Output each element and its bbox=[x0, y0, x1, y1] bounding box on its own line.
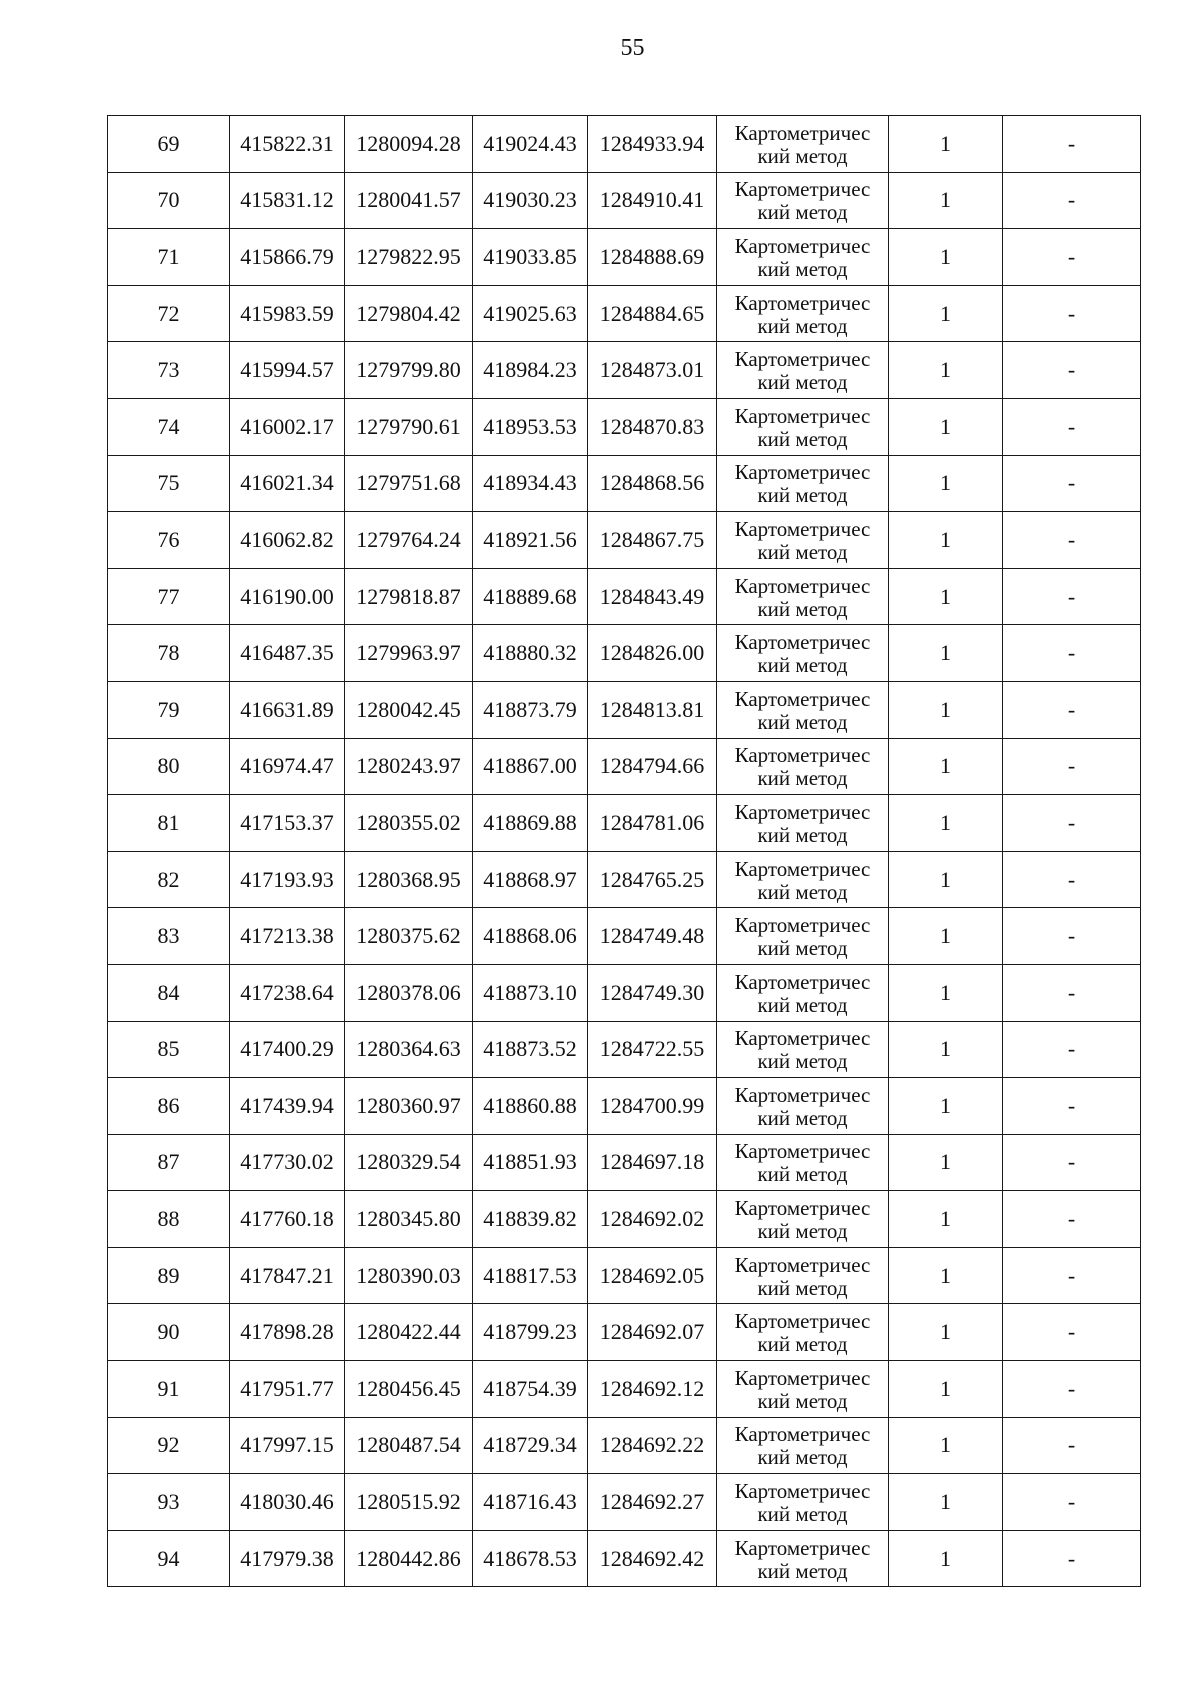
method-cell bbox=[717, 1247, 889, 1304]
note-cell: - bbox=[1003, 625, 1141, 682]
x2-coordinate-cell: 419024.43 bbox=[473, 116, 588, 173]
accuracy-class-cell: 1 bbox=[889, 568, 1003, 625]
y-coordinate-cell: 1279818.87 bbox=[345, 568, 473, 625]
point-number-cell: 71 bbox=[108, 229, 230, 286]
accuracy-class-cell: 1 bbox=[889, 172, 1003, 229]
note-cell: - bbox=[1003, 455, 1141, 512]
point-number-cell: 81 bbox=[108, 795, 230, 852]
method-line-2: кий метод bbox=[757, 256, 848, 281]
point-number-cell: 70 bbox=[108, 172, 230, 229]
y2-coordinate-cell: 1284813.81 bbox=[588, 681, 717, 738]
table-row bbox=[108, 908, 1141, 965]
x2-coordinate-cell: 418851.93 bbox=[473, 1134, 588, 1191]
point-number-cell: 82 bbox=[108, 851, 230, 908]
method-line-2: кий метод bbox=[757, 766, 848, 791]
x2-coordinate-cell: 418880.32 bbox=[473, 625, 588, 682]
method-line-1: Картометричес bbox=[734, 1535, 871, 1560]
method-line-1: Картометричес bbox=[734, 460, 871, 485]
y-coordinate-cell: 1280345.80 bbox=[345, 1191, 473, 1248]
x-coordinate-cell: 416190.00 bbox=[230, 568, 345, 625]
table-row bbox=[108, 851, 1141, 908]
note-cell: - bbox=[1003, 851, 1141, 908]
y2-coordinate-cell: 1284873.01 bbox=[588, 342, 717, 399]
table-row bbox=[108, 455, 1141, 512]
note-cell: - bbox=[1003, 795, 1141, 852]
accuracy-class-cell: 1 bbox=[889, 1134, 1003, 1191]
accuracy-class-cell: 1 bbox=[889, 908, 1003, 965]
x-coordinate-cell: 416974.47 bbox=[230, 738, 345, 795]
accuracy-class-cell: 1 bbox=[889, 738, 1003, 795]
point-number-cell: 79 bbox=[108, 681, 230, 738]
y-coordinate-cell: 1280243.97 bbox=[345, 738, 473, 795]
y-coordinate-cell: 1280422.44 bbox=[345, 1304, 473, 1361]
method-line-2: кий метод bbox=[757, 936, 848, 961]
point-number-cell: 77 bbox=[108, 568, 230, 625]
method-line-2: кий метод bbox=[757, 709, 848, 734]
table-row bbox=[108, 625, 1141, 682]
x2-coordinate-cell: 419033.85 bbox=[473, 229, 588, 286]
method-cell bbox=[717, 172, 889, 229]
table-row bbox=[108, 1191, 1141, 1248]
method-line-2: кий метод bbox=[757, 483, 848, 508]
point-number-cell: 91 bbox=[108, 1361, 230, 1418]
accuracy-class-cell: 1 bbox=[889, 1078, 1003, 1135]
method-line-2: кий метод bbox=[757, 1388, 848, 1413]
y2-coordinate-cell: 1284692.12 bbox=[588, 1361, 717, 1418]
note-cell: - bbox=[1003, 1474, 1141, 1531]
x2-coordinate-cell: 418921.56 bbox=[473, 512, 588, 569]
accuracy-class-cell: 1 bbox=[889, 455, 1003, 512]
x-coordinate-cell: 417997.15 bbox=[230, 1417, 345, 1474]
method-cell bbox=[717, 512, 889, 569]
method-line-1: Картометричес bbox=[734, 743, 871, 768]
table-row bbox=[108, 1474, 1141, 1531]
x-coordinate-cell: 417979.38 bbox=[230, 1530, 345, 1587]
method-line-1: Картометричес bbox=[734, 347, 871, 372]
table-row bbox=[108, 1304, 1141, 1361]
note-cell: - bbox=[1003, 1134, 1141, 1191]
y2-coordinate-cell: 1284933.94 bbox=[588, 116, 717, 173]
method-line-1: Картометричес bbox=[734, 1196, 871, 1221]
table-row bbox=[108, 1247, 1141, 1304]
method-line-2: кий метод bbox=[757, 1162, 848, 1187]
method-line-1: Картометричес bbox=[734, 1365, 871, 1390]
point-number-cell: 73 bbox=[108, 342, 230, 399]
point-number-cell: 72 bbox=[108, 285, 230, 342]
x-coordinate-cell: 417439.94 bbox=[230, 1078, 345, 1135]
table-row bbox=[108, 1134, 1141, 1191]
accuracy-class-cell: 1 bbox=[889, 964, 1003, 1021]
point-number-cell: 74 bbox=[108, 398, 230, 455]
y2-coordinate-cell: 1284870.83 bbox=[588, 398, 717, 455]
accuracy-class-cell: 1 bbox=[889, 1530, 1003, 1587]
method-line-1: Картометричес bbox=[734, 1139, 871, 1164]
x2-coordinate-cell: 418716.43 bbox=[473, 1474, 588, 1531]
method-line-2: кий метод bbox=[757, 370, 848, 395]
y-coordinate-cell: 1280390.03 bbox=[345, 1247, 473, 1304]
table-row bbox=[108, 1021, 1141, 1078]
x2-coordinate-cell: 418754.39 bbox=[473, 1361, 588, 1418]
y-coordinate-cell: 1279799.80 bbox=[345, 342, 473, 399]
table-row bbox=[108, 738, 1141, 795]
x-coordinate-cell: 416487.35 bbox=[230, 625, 345, 682]
table-row bbox=[108, 1078, 1141, 1135]
accuracy-class-cell: 1 bbox=[889, 795, 1003, 852]
x2-coordinate-cell: 418873.52 bbox=[473, 1021, 588, 1078]
y-coordinate-cell: 1279751.68 bbox=[345, 455, 473, 512]
method-line-2: кий метод bbox=[757, 1558, 848, 1583]
point-number-cell: 83 bbox=[108, 908, 230, 965]
note-cell: - bbox=[1003, 398, 1141, 455]
note-cell: - bbox=[1003, 1304, 1141, 1361]
x2-coordinate-cell: 418729.34 bbox=[473, 1417, 588, 1474]
method-cell bbox=[717, 908, 889, 965]
x2-coordinate-cell: 418953.53 bbox=[473, 398, 588, 455]
method-line-1: Картометричес bbox=[734, 573, 871, 598]
x-coordinate-cell: 417951.77 bbox=[230, 1361, 345, 1418]
x2-coordinate-cell: 418873.79 bbox=[473, 681, 588, 738]
method-cell bbox=[717, 1304, 889, 1361]
table-row bbox=[108, 964, 1141, 1021]
method-cell bbox=[717, 681, 889, 738]
y2-coordinate-cell: 1284867.75 bbox=[588, 512, 717, 569]
method-line-2: кий метод bbox=[757, 653, 848, 678]
y-coordinate-cell: 1280042.45 bbox=[345, 681, 473, 738]
y2-coordinate-cell: 1284722.55 bbox=[588, 1021, 717, 1078]
y2-coordinate-cell: 1284843.49 bbox=[588, 568, 717, 625]
method-line-1: Картометричес bbox=[734, 1252, 871, 1277]
x-coordinate-cell: 418030.46 bbox=[230, 1474, 345, 1531]
x2-coordinate-cell: 418868.06 bbox=[473, 908, 588, 965]
point-number-cell: 78 bbox=[108, 625, 230, 682]
x-coordinate-cell: 417760.18 bbox=[230, 1191, 345, 1248]
note-cell: - bbox=[1003, 964, 1141, 1021]
accuracy-class-cell: 1 bbox=[889, 398, 1003, 455]
y2-coordinate-cell: 1284826.00 bbox=[588, 625, 717, 682]
coordinates-table bbox=[107, 115, 1141, 1587]
method-line-2: кий метод bbox=[757, 539, 848, 564]
method-line-1: Картометричес bbox=[734, 177, 871, 202]
accuracy-class-cell: 1 bbox=[889, 1304, 1003, 1361]
x2-coordinate-cell: 418860.88 bbox=[473, 1078, 588, 1135]
method-cell bbox=[717, 1078, 889, 1135]
method-cell bbox=[717, 285, 889, 342]
table-row bbox=[108, 398, 1141, 455]
x2-coordinate-cell: 418817.53 bbox=[473, 1247, 588, 1304]
y-coordinate-cell: 1280368.95 bbox=[345, 851, 473, 908]
y2-coordinate-cell: 1284692.05 bbox=[588, 1247, 717, 1304]
accuracy-class-cell: 1 bbox=[889, 1417, 1003, 1474]
y-coordinate-cell: 1280041.57 bbox=[345, 172, 473, 229]
method-cell bbox=[717, 795, 889, 852]
accuracy-class-cell: 1 bbox=[889, 1474, 1003, 1531]
point-number-cell: 87 bbox=[108, 1134, 230, 1191]
method-cell bbox=[717, 851, 889, 908]
accuracy-class-cell: 1 bbox=[889, 681, 1003, 738]
table-row bbox=[108, 342, 1141, 399]
y2-coordinate-cell: 1284692.27 bbox=[588, 1474, 717, 1531]
note-cell: - bbox=[1003, 1078, 1141, 1135]
y-coordinate-cell: 1280487.54 bbox=[345, 1417, 473, 1474]
method-line-1: Картометричес bbox=[734, 686, 871, 711]
table-row bbox=[108, 1530, 1141, 1587]
y-coordinate-cell: 1279790.61 bbox=[345, 398, 473, 455]
point-number-cell: 94 bbox=[108, 1530, 230, 1587]
note-cell: - bbox=[1003, 172, 1141, 229]
x2-coordinate-cell: 418889.68 bbox=[473, 568, 588, 625]
x-coordinate-cell: 416021.34 bbox=[230, 455, 345, 512]
y2-coordinate-cell: 1284700.99 bbox=[588, 1078, 717, 1135]
method-line-1: Картометричес bbox=[734, 516, 871, 541]
x2-coordinate-cell: 418934.43 bbox=[473, 455, 588, 512]
method-line-1: Картометричес bbox=[734, 1422, 871, 1447]
y2-coordinate-cell: 1284910.41 bbox=[588, 172, 717, 229]
table-row bbox=[108, 568, 1141, 625]
accuracy-class-cell: 1 bbox=[889, 851, 1003, 908]
y-coordinate-cell: 1280515.92 bbox=[345, 1474, 473, 1531]
accuracy-class-cell: 1 bbox=[889, 512, 1003, 569]
y2-coordinate-cell: 1284749.30 bbox=[588, 964, 717, 1021]
method-line-2: кий метод bbox=[757, 1332, 848, 1357]
note-cell: - bbox=[1003, 229, 1141, 286]
method-line-2: кий метод bbox=[757, 992, 848, 1017]
method-cell bbox=[717, 342, 889, 399]
note-cell: - bbox=[1003, 681, 1141, 738]
x-coordinate-cell: 417898.28 bbox=[230, 1304, 345, 1361]
x-coordinate-cell: 415866.79 bbox=[230, 229, 345, 286]
point-number-cell: 80 bbox=[108, 738, 230, 795]
method-line-2: кий метод bbox=[757, 1502, 848, 1527]
table-row bbox=[108, 1417, 1141, 1474]
x-coordinate-cell: 415831.12 bbox=[230, 172, 345, 229]
note-cell: - bbox=[1003, 512, 1141, 569]
x2-coordinate-cell: 419025.63 bbox=[473, 285, 588, 342]
note-cell: - bbox=[1003, 568, 1141, 625]
method-line-1: Картометричес bbox=[734, 969, 871, 994]
y-coordinate-cell: 1280355.02 bbox=[345, 795, 473, 852]
method-cell bbox=[717, 1021, 889, 1078]
method-line-2: кий метод bbox=[757, 1049, 848, 1074]
x-coordinate-cell: 417153.37 bbox=[230, 795, 345, 852]
x-coordinate-cell: 417847.21 bbox=[230, 1247, 345, 1304]
table-row bbox=[108, 681, 1141, 738]
method-line-1: Картометричес bbox=[734, 290, 871, 315]
note-cell: - bbox=[1003, 908, 1141, 965]
y-coordinate-cell: 1280456.45 bbox=[345, 1361, 473, 1418]
method-line-1: Картометричес bbox=[734, 1479, 871, 1504]
table-row bbox=[108, 229, 1141, 286]
method-line-1: Картометричес bbox=[734, 630, 871, 655]
method-line-2: кий метод bbox=[757, 1105, 848, 1130]
accuracy-class-cell: 1 bbox=[889, 116, 1003, 173]
x2-coordinate-cell: 418869.88 bbox=[473, 795, 588, 852]
y2-coordinate-cell: 1284884.65 bbox=[588, 285, 717, 342]
method-line-2: кий метод bbox=[757, 426, 848, 451]
note-cell: - bbox=[1003, 285, 1141, 342]
accuracy-class-cell: 1 bbox=[889, 229, 1003, 286]
y-coordinate-cell: 1280364.63 bbox=[345, 1021, 473, 1078]
table-row bbox=[108, 116, 1141, 173]
note-cell: - bbox=[1003, 1021, 1141, 1078]
method-line-1: Картометричес bbox=[734, 403, 871, 428]
x-coordinate-cell: 417400.29 bbox=[230, 1021, 345, 1078]
method-line-2: кий метод bbox=[757, 200, 848, 225]
note-cell: - bbox=[1003, 1417, 1141, 1474]
point-number-cell: 86 bbox=[108, 1078, 230, 1135]
x2-coordinate-cell: 419030.23 bbox=[473, 172, 588, 229]
x2-coordinate-cell: 418799.23 bbox=[473, 1304, 588, 1361]
accuracy-class-cell: 1 bbox=[889, 1191, 1003, 1248]
table-row bbox=[108, 172, 1141, 229]
x-coordinate-cell: 415983.59 bbox=[230, 285, 345, 342]
note-cell: - bbox=[1003, 116, 1141, 173]
method-cell bbox=[717, 1474, 889, 1531]
point-number-cell: 93 bbox=[108, 1474, 230, 1531]
table-body bbox=[108, 116, 1141, 1587]
x-coordinate-cell: 415994.57 bbox=[230, 342, 345, 399]
x-coordinate-cell: 416002.17 bbox=[230, 398, 345, 455]
method-line-2: кий метод bbox=[757, 1275, 848, 1300]
y-coordinate-cell: 1279804.42 bbox=[345, 285, 473, 342]
method-cell bbox=[717, 455, 889, 512]
y2-coordinate-cell: 1284692.42 bbox=[588, 1530, 717, 1587]
method-cell bbox=[717, 1134, 889, 1191]
point-number-cell: 92 bbox=[108, 1417, 230, 1474]
point-number-cell: 88 bbox=[108, 1191, 230, 1248]
x-coordinate-cell: 417730.02 bbox=[230, 1134, 345, 1191]
x-coordinate-cell: 417213.38 bbox=[230, 908, 345, 965]
y2-coordinate-cell: 1284868.56 bbox=[588, 455, 717, 512]
method-cell bbox=[717, 625, 889, 682]
page-number: 55 bbox=[620, 35, 645, 61]
method-line-2: кий метод bbox=[757, 879, 848, 904]
y-coordinate-cell: 1280442.86 bbox=[345, 1530, 473, 1587]
method-cell bbox=[717, 1361, 889, 1418]
point-number-cell: 89 bbox=[108, 1247, 230, 1304]
y2-coordinate-cell: 1284888.69 bbox=[588, 229, 717, 286]
y-coordinate-cell: 1280329.54 bbox=[345, 1134, 473, 1191]
method-line-2: кий метод bbox=[757, 1219, 848, 1244]
accuracy-class-cell: 1 bbox=[889, 625, 1003, 682]
point-number-cell: 76 bbox=[108, 512, 230, 569]
accuracy-class-cell: 1 bbox=[889, 1021, 1003, 1078]
method-cell bbox=[717, 964, 889, 1021]
x-coordinate-cell: 415822.31 bbox=[230, 116, 345, 173]
table-row bbox=[108, 795, 1141, 852]
accuracy-class-cell: 1 bbox=[889, 342, 1003, 399]
note-cell: - bbox=[1003, 1530, 1141, 1587]
y2-coordinate-cell: 1284765.25 bbox=[588, 851, 717, 908]
method-line-1: Картометричес bbox=[734, 1309, 871, 1334]
table-row bbox=[108, 512, 1141, 569]
note-cell: - bbox=[1003, 738, 1141, 795]
y-coordinate-cell: 1280360.97 bbox=[345, 1078, 473, 1135]
y2-coordinate-cell: 1284692.22 bbox=[588, 1417, 717, 1474]
accuracy-class-cell: 1 bbox=[889, 1247, 1003, 1304]
y-coordinate-cell: 1279822.95 bbox=[345, 229, 473, 286]
note-cell: - bbox=[1003, 1361, 1141, 1418]
x-coordinate-cell: 416631.89 bbox=[230, 681, 345, 738]
note-cell: - bbox=[1003, 1247, 1141, 1304]
y2-coordinate-cell: 1284692.02 bbox=[588, 1191, 717, 1248]
note-cell: - bbox=[1003, 1191, 1141, 1248]
table-row bbox=[108, 1361, 1141, 1418]
point-number-cell: 84 bbox=[108, 964, 230, 1021]
method-line-1: Картометричес bbox=[734, 233, 871, 258]
y2-coordinate-cell: 1284781.06 bbox=[588, 795, 717, 852]
method-cell bbox=[717, 398, 889, 455]
method-cell bbox=[717, 568, 889, 625]
method-line-1: Картометричес bbox=[734, 799, 871, 824]
x2-coordinate-cell: 418868.97 bbox=[473, 851, 588, 908]
x2-coordinate-cell: 418839.82 bbox=[473, 1191, 588, 1248]
method-line-2: кий метод bbox=[757, 143, 848, 168]
method-cell bbox=[717, 1530, 889, 1587]
method-line-1: Картометричес bbox=[734, 120, 871, 145]
point-number-cell: 69 bbox=[108, 116, 230, 173]
method-line-2: кий метод bbox=[757, 596, 848, 621]
note-cell: - bbox=[1003, 342, 1141, 399]
y-coordinate-cell: 1280378.06 bbox=[345, 964, 473, 1021]
accuracy-class-cell: 1 bbox=[889, 285, 1003, 342]
method-cell bbox=[717, 1191, 889, 1248]
point-number-cell: 75 bbox=[108, 455, 230, 512]
y-coordinate-cell: 1280094.28 bbox=[345, 116, 473, 173]
y2-coordinate-cell: 1284749.48 bbox=[588, 908, 717, 965]
y-coordinate-cell: 1279764.24 bbox=[345, 512, 473, 569]
x-coordinate-cell: 416062.82 bbox=[230, 512, 345, 569]
method-line-1: Картометричес bbox=[734, 1026, 871, 1051]
point-number-cell: 90 bbox=[108, 1304, 230, 1361]
method-line-2: кий метод bbox=[757, 822, 848, 847]
method-line-1: Картометричес bbox=[734, 913, 871, 938]
method-cell bbox=[717, 738, 889, 795]
table-row bbox=[108, 285, 1141, 342]
method-cell bbox=[717, 1417, 889, 1474]
method-line-2: кий метод bbox=[757, 313, 848, 338]
x2-coordinate-cell: 418678.53 bbox=[473, 1530, 588, 1587]
y-coordinate-cell: 1280375.62 bbox=[345, 908, 473, 965]
y2-coordinate-cell: 1284794.66 bbox=[588, 738, 717, 795]
x2-coordinate-cell: 418867.00 bbox=[473, 738, 588, 795]
y-coordinate-cell: 1279963.97 bbox=[345, 625, 473, 682]
method-cell bbox=[717, 229, 889, 286]
y2-coordinate-cell: 1284692.07 bbox=[588, 1304, 717, 1361]
method-line-1: Картометричес bbox=[734, 1082, 871, 1107]
method-line-2: кий метод bbox=[757, 1445, 848, 1470]
x-coordinate-cell: 417238.64 bbox=[230, 964, 345, 1021]
point-number-cell: 85 bbox=[108, 1021, 230, 1078]
method-cell bbox=[717, 116, 889, 173]
x2-coordinate-cell: 418873.10 bbox=[473, 964, 588, 1021]
accuracy-class-cell: 1 bbox=[889, 1361, 1003, 1418]
method-line-1: Картометричес bbox=[734, 856, 871, 881]
y2-coordinate-cell: 1284697.18 bbox=[588, 1134, 717, 1191]
x-coordinate-cell: 417193.93 bbox=[230, 851, 345, 908]
x2-coordinate-cell: 418984.23 bbox=[473, 342, 588, 399]
